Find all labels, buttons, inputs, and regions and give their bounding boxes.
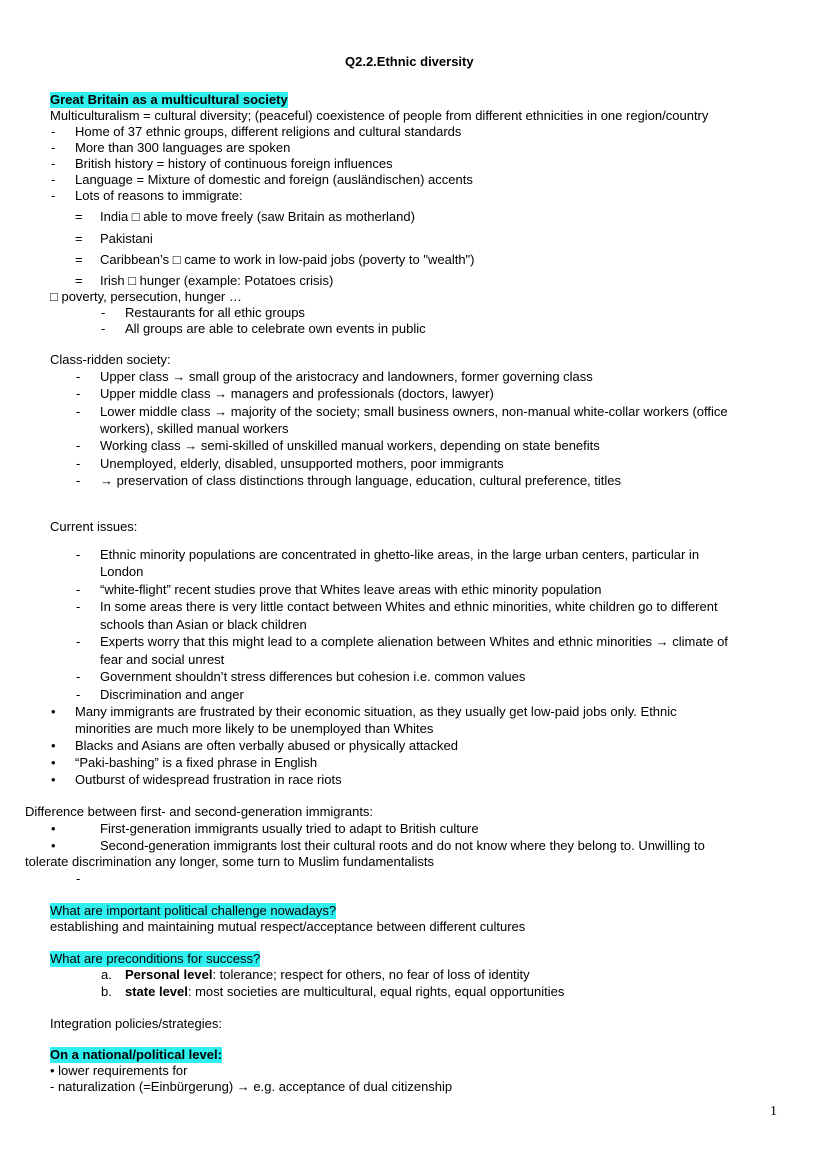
issue-item-continued: London (100, 564, 144, 579)
class-item: Working class → semi-skilled of unskilled manual workers, depending on state benefits (100, 438, 600, 453)
class-item: Lower middle class → majority of the society; small business owners, non-manual white-collar workers (office (100, 404, 728, 419)
bullet-marker: • (51, 821, 56, 836)
list-label-a: a. (101, 967, 112, 982)
dash-marker: - (76, 669, 81, 684)
dash-marker: - (76, 473, 81, 488)
class-item: Upper class → small group of the aristocracy and landowners, former governing class (100, 369, 593, 384)
issue-item: Experts worry that this might lead to a complete alienation between Whites and ethnic minorities → climate of (100, 634, 728, 649)
issue-item: Government shouldn’t stress differences but cohesion i.e. common values (100, 669, 526, 684)
section-heading-class: Class-ridden society: (50, 352, 171, 367)
precondition-personal (125, 967, 530, 983)
dash-marker: - (51, 156, 56, 171)
section-heading-generations: Difference between first- and second-generation immigrants: (25, 804, 374, 819)
section-heading-multicultural: Great Britain as a multicultural society (50, 92, 288, 107)
dash-marker: - (76, 599, 81, 614)
reason-item: India □ able to move freely (saw Britain as motherland) (100, 209, 415, 224)
generation-item: Second-generation immigrants lost their cultural roots and do not know where they belong to. Unwilling to (100, 838, 705, 853)
class-item: Upper middle class → managers and professionals (doctors, lawyer) (100, 386, 494, 401)
sub-list-item: Restaurants for all ethic groups (125, 305, 305, 320)
dash-marker: - (76, 404, 81, 419)
list-label-b: b. (101, 984, 112, 999)
reasons-summary: □ poverty, persecution, hunger … (50, 289, 242, 304)
section-heading-issues: Current issues: (50, 519, 138, 534)
list-item: More than 300 languages are spoken (75, 140, 291, 155)
issue-item: Discrimination and anger (100, 687, 244, 702)
national-level-heading: On a national/political level: (50, 1047, 222, 1062)
bullet-item: Many immigrants are frustrated by their economic situation, as they usually get low-paid jobs only. Ethnic (75, 704, 677, 719)
list-item: Lots of reasons to immigrate: (75, 188, 243, 203)
issue-item: In some areas there is very little contact between Whites and ethnic minorities, white children go to different (100, 599, 718, 614)
requirements-line: • lower requirements for (50, 1063, 188, 1078)
precondition-state (125, 984, 564, 1000)
dash-marker: - (76, 687, 81, 702)
page-title: Q2.2.Ethnic diversity (345, 54, 474, 69)
bullet-item: Outburst of widespread frustration in race riots (75, 772, 342, 787)
question-political-challenge: What are important political challenge nowadays? (50, 903, 337, 918)
precondition-personal-term: Personal level (125, 967, 213, 982)
bullet-item-continued: minorities are much more likely to be unemployed than Whites (75, 721, 434, 736)
dash-marker: - (76, 369, 81, 384)
dash-marker: - (76, 582, 81, 597)
dash-marker: - (76, 438, 81, 453)
class-item-continued: workers), skilled manual workers (100, 421, 289, 436)
bullet-item: “Paki-bashing” is a fixed phrase in English (75, 755, 318, 770)
integration-heading: Integration policies/strategies: (50, 1016, 222, 1031)
list-item: Home of 37 ethnic groups, different religions and cultural standards (75, 124, 462, 139)
reason-item: Pakistani (100, 231, 153, 246)
dash-marker: - (76, 547, 81, 562)
precondition-state-term: state level (125, 984, 188, 999)
equals-marker: = (75, 231, 83, 246)
sub-list-item: All groups are able to celebrate own events in public (125, 321, 426, 336)
dash-marker: - (101, 305, 106, 320)
dash-marker: - (76, 634, 81, 649)
equals-marker: = (75, 209, 83, 224)
bullet-marker: • (51, 738, 56, 753)
dash-marker: - (51, 140, 56, 155)
bullet-item: Blacks and Asians are often verbally abused or physically attacked (75, 738, 458, 753)
precondition-state-text: : most societies are multicultural, equal rights, equal opportunities (187, 984, 565, 999)
equals-marker: = (75, 273, 83, 288)
list-item: British history = history of continuous foreign influences (75, 156, 393, 171)
bullet-marker: • (51, 838, 56, 853)
reason-item: Irish □ hunger (example: Potatoes crisis) (100, 273, 334, 288)
question-preconditions: What are preconditions for success? (50, 951, 261, 966)
naturalization-line: - naturalization (=Einbürgerung) → e.g. acceptance of dual citizenship (50, 1079, 453, 1094)
list-item: Language = Mixture of domestic and foreign (ausländischen) accents (75, 172, 473, 187)
generation-item-continued: tolerate discrimination any longer, some turn to Muslim fundamentalists (25, 854, 434, 869)
issue-item-continued: fear and social unrest (100, 652, 225, 667)
issue-item: “white-flight” recent studies prove that Whites leave areas with ethic minority population (100, 582, 602, 597)
dash-marker: - (76, 871, 81, 886)
precondition-personal-text: : tolerance; respect for others, no fear of loss of identity (212, 967, 530, 982)
page-number: 1 (770, 1104, 777, 1119)
issue-item-continued: schools than Asian or black children (100, 617, 307, 632)
dash-marker: - (76, 386, 81, 401)
answer-political-challenge: establishing and maintaining mutual respect/acceptance between different cultures (50, 919, 526, 934)
multiculturalism-definition: Multiculturalism = cultural diversity; (peaceful) coexistence of people from different ethnicities in one region/country (50, 108, 709, 123)
issue-item: Ethnic minority populations are concentrated in ghetto-like areas, in the large urban centers, particular in (100, 547, 700, 562)
dash-marker: - (76, 456, 81, 471)
bullet-marker: • (51, 704, 56, 719)
dash-marker: - (51, 124, 56, 139)
dash-marker: - (101, 321, 106, 336)
class-item: → preservation of class distinctions through language, education, cultural preference, titles (100, 473, 622, 488)
reason-item: Caribbean’s □ came to work in low-paid jobs (poverty to "wealth") (100, 252, 475, 267)
bullet-marker: • (51, 755, 56, 770)
dash-marker: - (51, 188, 56, 203)
dash-marker: - (51, 172, 56, 187)
bullet-marker: • (51, 772, 56, 787)
equals-marker: = (75, 252, 83, 267)
generation-item: First-generation immigrants usually tried to adapt to British culture (100, 821, 479, 836)
class-item: Unemployed, elderly, disabled, unsupported mothers, poor immigrants (100, 456, 504, 471)
